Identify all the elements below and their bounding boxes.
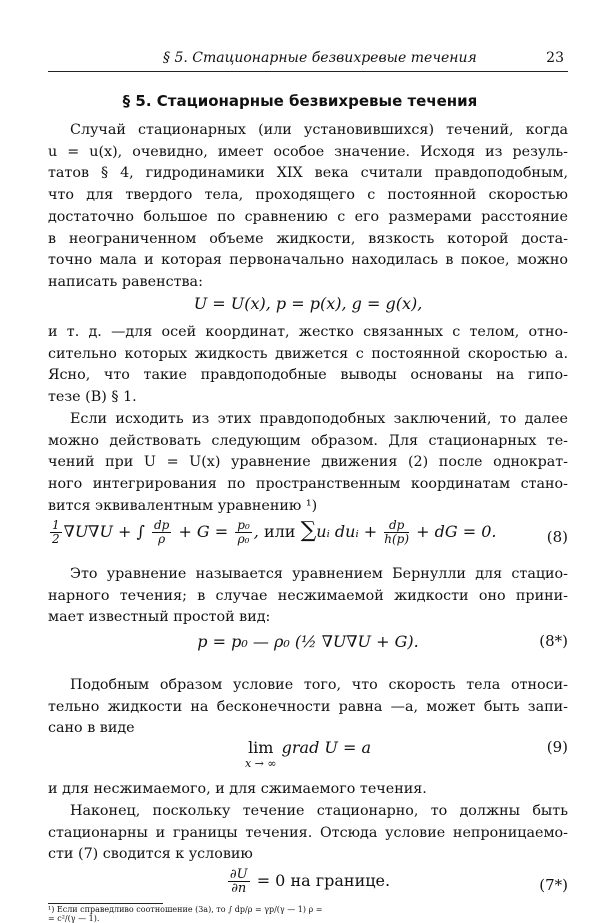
header-rule	[48, 71, 568, 72]
eq9-body: grad U = a	[281, 738, 372, 757]
text-line: нарного течения; в случае несжимаемой жидкости оно прини-	[48, 587, 568, 604]
text-line: в неограниченном объеме жидкости, вязкость которой доста-	[48, 230, 568, 247]
text-line: Если исходить из этих правдоподобных заключений, то далее	[70, 411, 568, 427]
equation-7-star	[48, 868, 568, 895]
text-line: написать равенства:	[48, 273, 203, 290]
fraction-dp-h: $\frac{dp}{h(p)}$	[384, 518, 410, 546]
text-line: можно действовать следующим образом. Для стационарных те-	[48, 432, 568, 449]
text-line: мает известный простой вид:	[48, 609, 271, 626]
paragraph-6	[48, 779, 568, 801]
text-line: Это уравнение называется уравнением Бернулли для стацио-	[70, 566, 568, 582]
text-line: и т. д. —для осей координат, жестко связанных с телом, отно-	[48, 324, 568, 340]
text-line: Наконец, поскольку течение стационарно, то должны быть	[70, 803, 568, 819]
footnote-line-2: = c²/(γ — 1).	[48, 914, 100, 923]
text-line: татов § 4, гидродинамики XIX века считали правдоподобным,	[48, 165, 568, 182]
text-line: тельно жидкости на бесконечности равна —a, может быть запи-	[48, 698, 568, 715]
equation-8: $\frac{1}{2}$ ∇U∇U + ∫ $\frac{dp}{\rho}$ + G = $\frac{\text{p₀}}{\text{ρ₀}}$ , или ∑uᵢ duᵢ + $\frac{dp}{h(p)}$ + dG = 0. (8)	[52, 518, 568, 546]
equation-number-8: (8)	[546, 528, 568, 546]
eq8-left: ∇U∇U + ∫	[63, 522, 145, 541]
text-line: достаточно большое по сравнению с его размерами расстояние	[48, 208, 568, 225]
text-line: Подобным образом условие того, что скорость тела относи-	[70, 677, 568, 693]
paragraph-2	[48, 322, 568, 409]
text-line: u = u(x), очевидно, имеет особое значение. Исходя из резуль-	[48, 143, 568, 160]
eq8-mid: + G =	[178, 522, 229, 541]
equation-9	[48, 738, 568, 770]
equation-number-7-star: (7*)	[539, 876, 568, 894]
text-line: чений при U = U(x) уравнение движения (2) после однократ-	[48, 454, 568, 471]
fraction-dp-rho: $\frac{dp}{\rho}$	[153, 518, 170, 546]
paragraph-7	[48, 801, 568, 866]
limit-label: lim	[248, 738, 274, 757]
paragraph-1	[48, 120, 568, 294]
equation-number-8-star: (8*)	[539, 632, 568, 650]
text-line: Случай стационарных (или установившихся) течений, когда	[70, 122, 568, 138]
fraction-p0-rho0: $\frac{\text{p₀}}{\text{ρ₀}}$	[237, 518, 250, 546]
text-line: что для твердого тела, проходящего с постоянной скоростью	[48, 187, 568, 204]
equation-8-star	[48, 632, 568, 651]
running-header	[48, 46, 568, 72]
formula-equalities: U = U(x), p = p(x), g = g(x),	[193, 294, 423, 313]
footnote	[48, 905, 568, 923]
text-line: сительно которых жидкость движется с постоянной скоростью a.	[48, 345, 568, 362]
text-line: сти (7) сводится к условию	[48, 846, 253, 863]
eq7star-body: = 0 на границе.	[256, 871, 391, 890]
text-line: стационарны и границы течения. Отсюда условие непроницаемо-	[48, 824, 568, 841]
section-heading: § 5. Стационарные безвихревые течения	[122, 92, 478, 110]
text-line: и для несжимаемого, и для сжимаемого течения.	[48, 781, 427, 797]
eq8-sum: uᵢ duᵢ +	[316, 522, 378, 541]
eq8star-body: p = p₀ — ρ₀ (½ ∇U∇U + G).	[197, 632, 419, 651]
text-line: вится эквивалентным уравнению ¹)	[48, 497, 318, 514]
equation-number-9: (9)	[546, 738, 568, 756]
footnote-rule	[48, 903, 163, 904]
eq8-end: + dG = 0.	[416, 522, 497, 541]
paragraph-4	[48, 564, 568, 629]
running-header-title: § 5. Стационарные безвихревые течения	[163, 50, 477, 66]
fraction-dU-dn: $\frac{\partial U}{\partial n}$	[229, 867, 248, 896]
text-line: точно мала и которая первоначально находилась в покое, можно	[48, 252, 568, 269]
eq8-or: или	[263, 522, 296, 541]
text-line: ного интегрирования по пространственным координатам стано-	[48, 476, 568, 493]
text-line: тезе (B) § 1.	[48, 389, 137, 406]
limit-operator	[245, 738, 277, 770]
text-line: сано в виде	[48, 720, 135, 737]
footnote-line-1: ¹) Если справедливо соотношение (3a), то ∫ dp/ρ = γp/(γ — 1) ρ =	[48, 905, 323, 914]
page-number: 23	[546, 50, 564, 66]
sum-symbol: ∑	[300, 518, 317, 543]
fraction-half: $\frac{1}{2}$	[52, 518, 60, 546]
paragraph-5	[48, 675, 568, 740]
limit-subscript: x → ∞	[244, 757, 277, 770]
paragraph-3	[48, 409, 568, 518]
text-line: Ясно, что такие правдоподобные выводы основаны на гипо-	[48, 367, 568, 384]
